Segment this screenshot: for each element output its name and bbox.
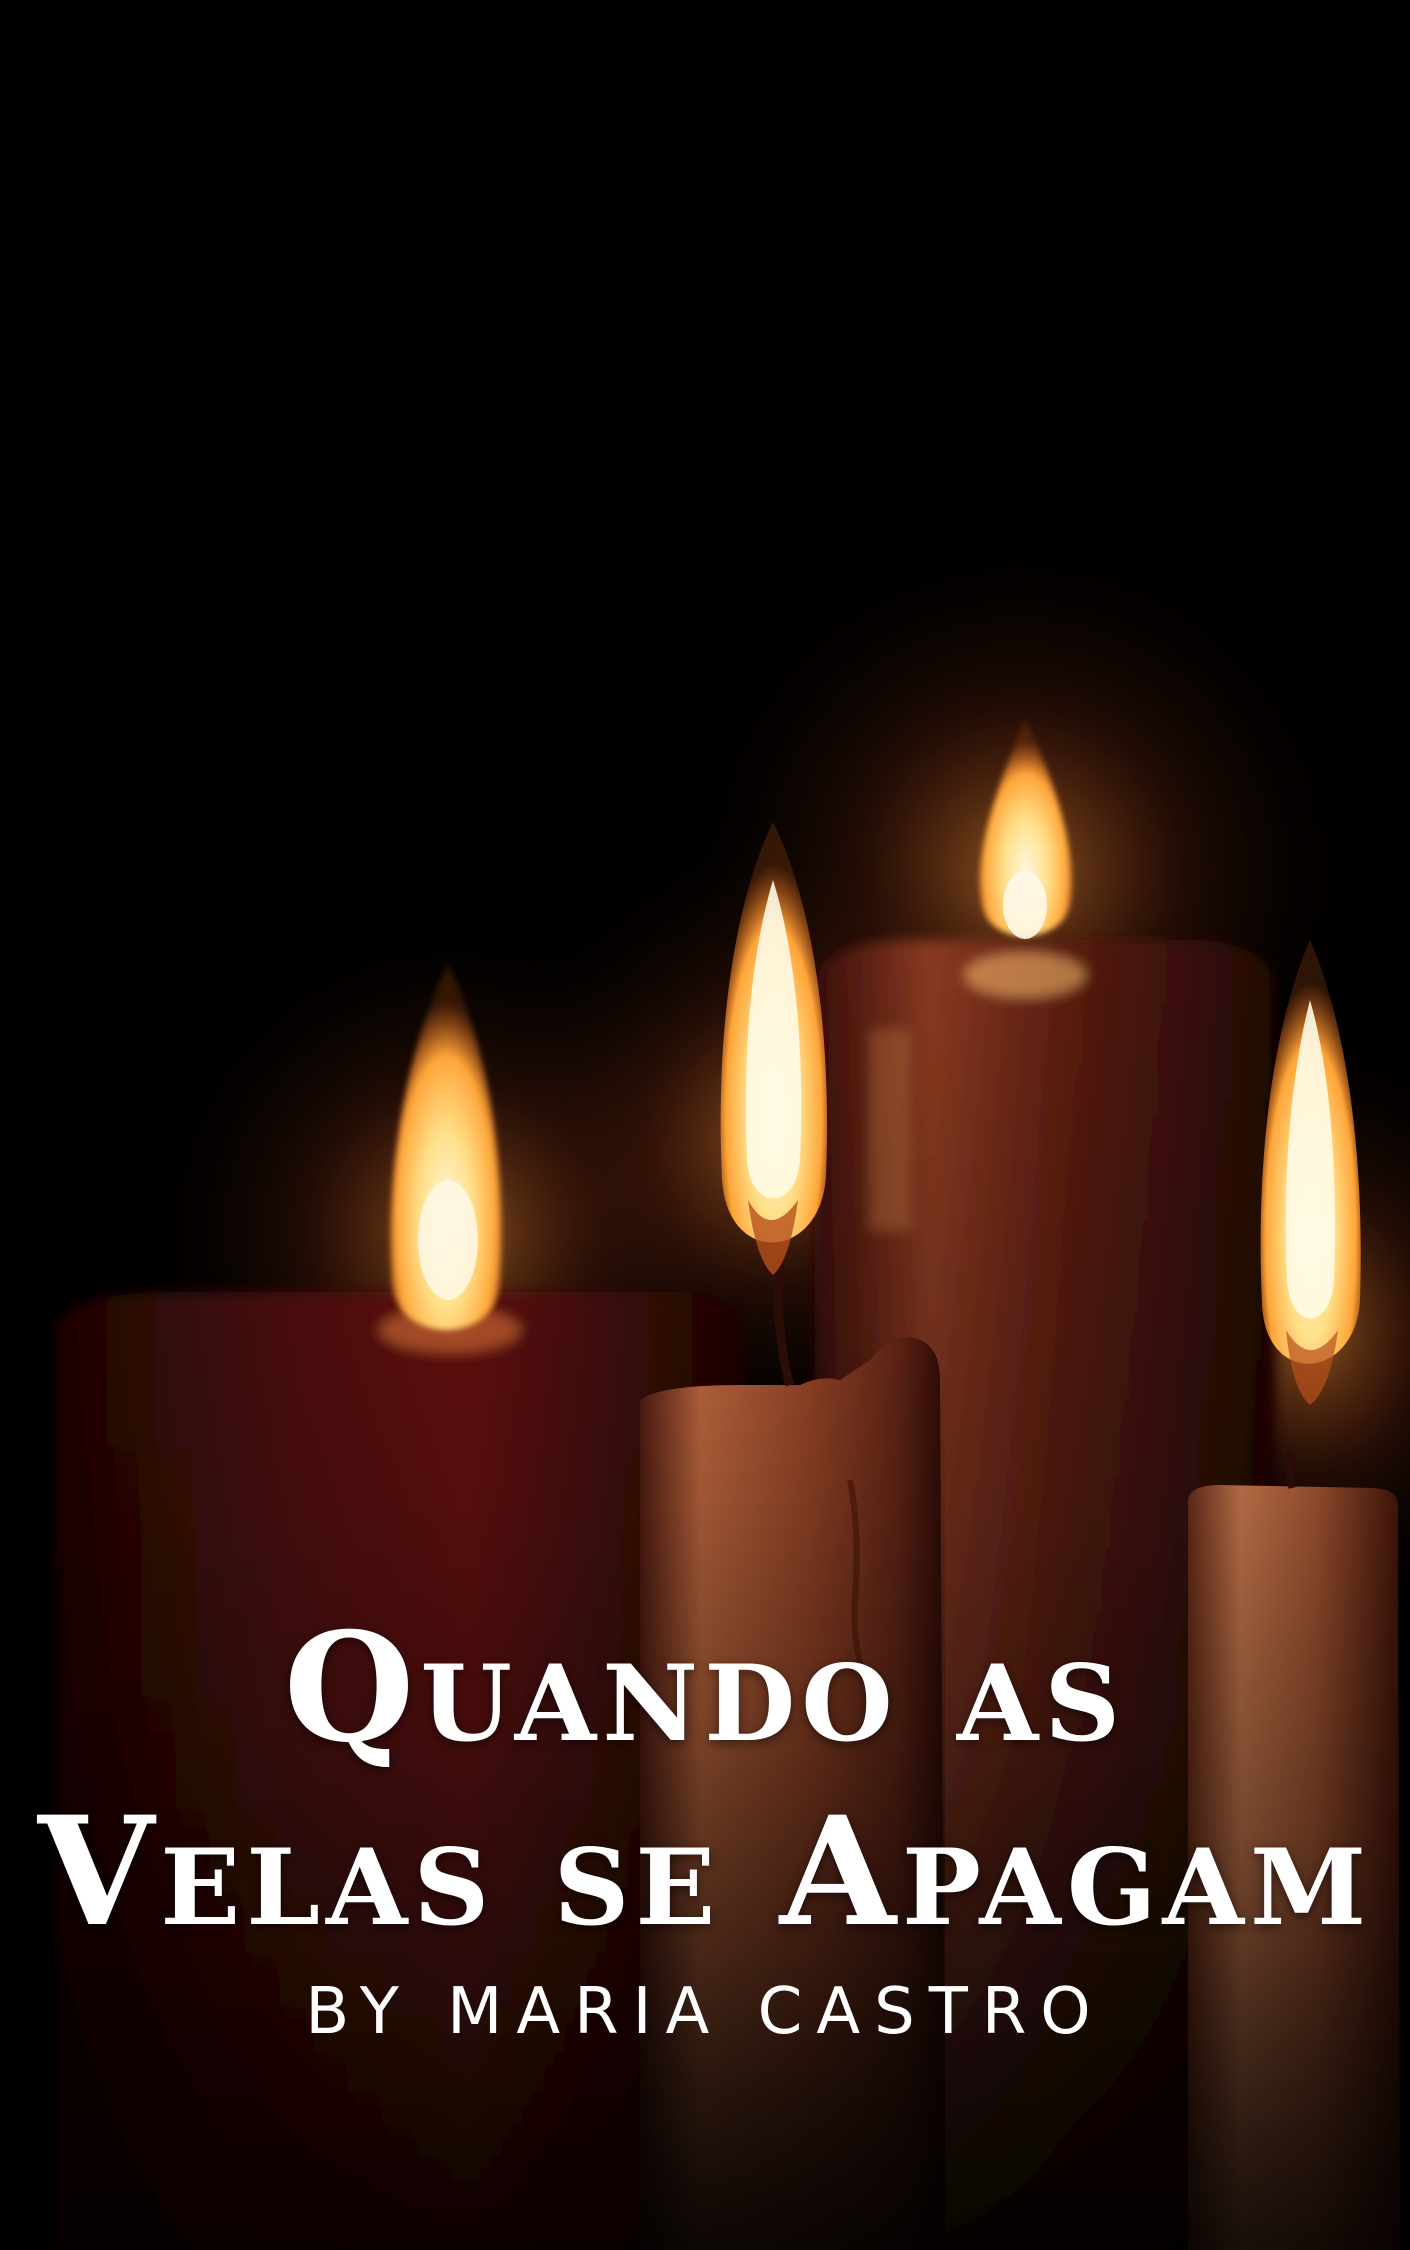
author-byline: BY MARIA CASTRO — [305, 1975, 1105, 2049]
book-title-line-2: Velas se Apagam — [37, 1784, 1373, 1960]
book-title-line-1: Quando as — [283, 1600, 1127, 1776]
